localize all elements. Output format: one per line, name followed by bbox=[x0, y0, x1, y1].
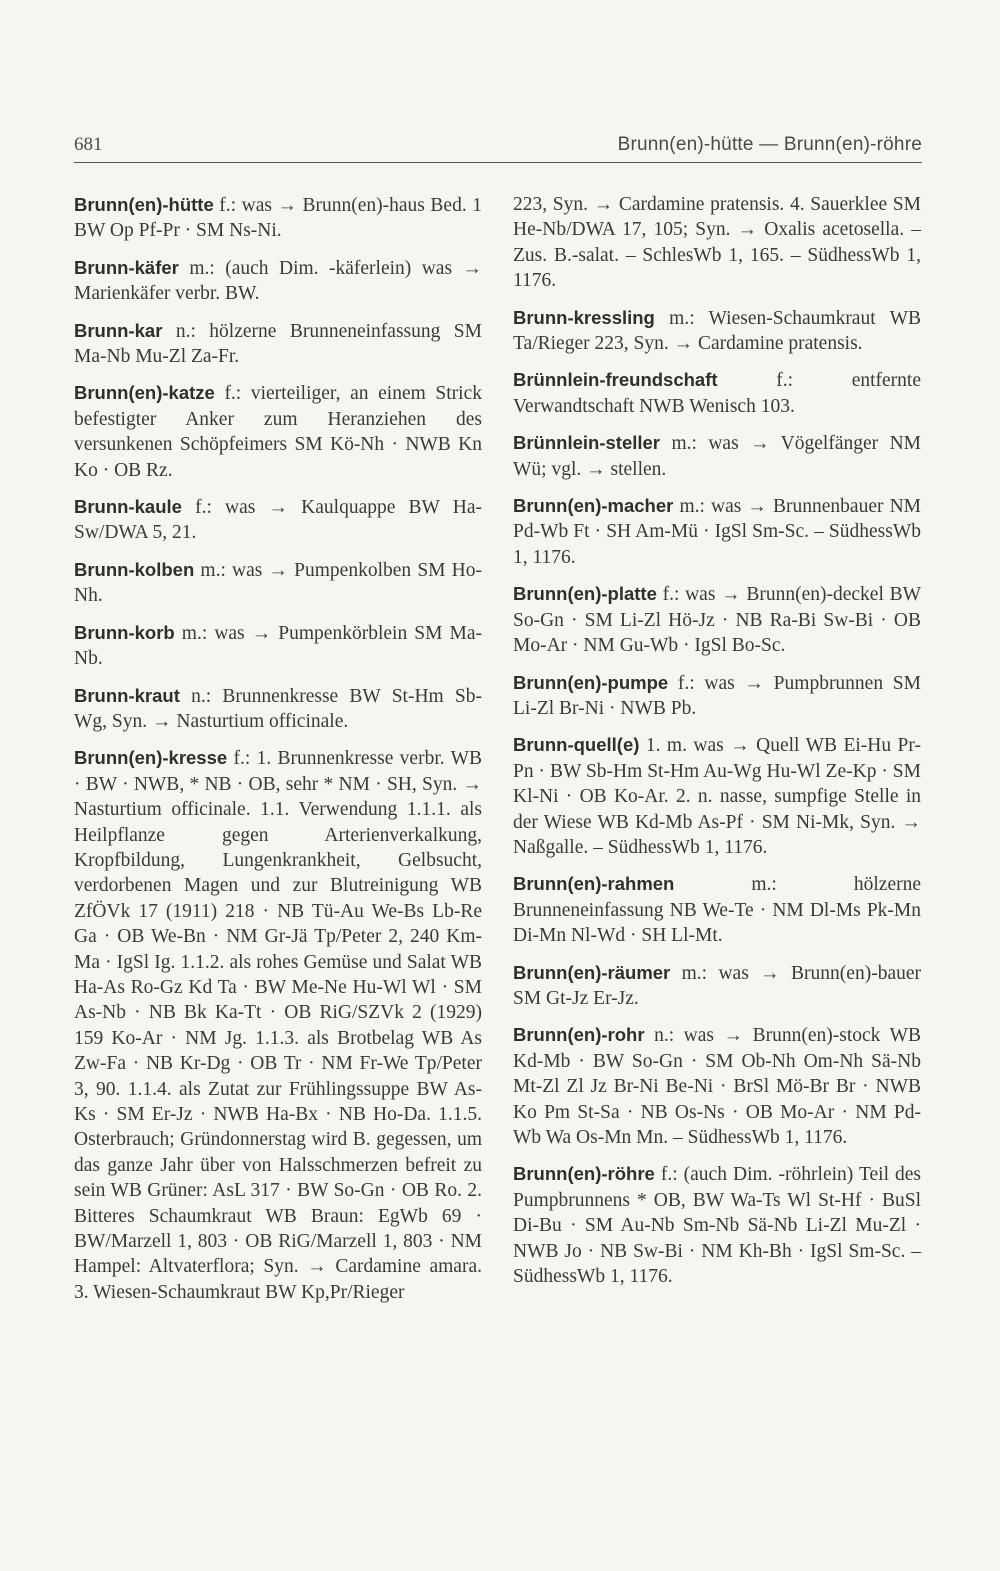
entry-body: f.: was → Kaulquappe BW Ha-Sw/DWA 5, 21. bbox=[74, 497, 482, 544]
dictionary-entry bbox=[513, 871, 921, 948]
entry-headword: Brunn-kaule bbox=[74, 496, 182, 518]
dictionary-entry bbox=[513, 430, 921, 482]
running-title: Brunn(en)-hütte — Brunn(en)-röhre bbox=[617, 134, 922, 155]
entry-headword: Brunn(en)-röhre bbox=[513, 1163, 655, 1185]
entry-body: n.: was → Brunn(en)-stock WB Kd-Mb · BW So-Gn · SM Ob-Nh Om-Nh Sä-Nb Mt-Zl Zl Jz Br-Ni Be-Ni · BrSl Mö-Br Br · NWB Ko Pm St-Sa · NB Os-Ns · OB Mo-Ar · NM Pd-Wb Wa Os-Mn Mn. – SüdhessWb 1, 1176. bbox=[513, 1025, 921, 1148]
dictionary-entry bbox=[513, 305, 921, 357]
entry-body: f.: (auch Dim. -röhrlein) Teil des Pumpbrunnens * OB, BW Wa-Ts Wl St-Hf · BuSl Di-Bu · SM Au-Nb Sm-Nb Sä-Nb Li-Zl Mu-Zl · NWB Jo · NB Sw-Bi · NM Kh-Bh · IgSl Sm-Sc. – SüdhessWb 1, 1176. bbox=[513, 1164, 921, 1288]
entry-headword: Brünnlein-freundschaft bbox=[513, 369, 718, 391]
entry-body: m.: was → Vögelfänger NM Wü; vgl. → stellen. bbox=[513, 433, 921, 480]
entry-body: m.: was → Brunn(en)-bauer SM Gt-Jz Er-Jz. bbox=[513, 962, 921, 1009]
dictionary-entry bbox=[513, 1161, 921, 1289]
dictionary-entry bbox=[74, 620, 482, 672]
entry-headword: Brunn-quell(e) bbox=[513, 734, 640, 756]
entry-headword: Brunn(en)-rohr bbox=[513, 1024, 645, 1046]
entry-body: n.: hölzerne Brunneneinfassung SM Ma-Nb Mu-Zl Za-Fr. bbox=[74, 320, 482, 368]
dictionary-entry bbox=[513, 367, 921, 419]
dictionary-entry bbox=[74, 318, 482, 370]
page-number: 681 bbox=[74, 134, 103, 155]
entry-body: m.: hölzerne Brunneneinfassung NB We-Te · NM Dl-Ms Pk-Mn Di-Mn Nl-Wd · SH Ll-Mt. bbox=[513, 874, 921, 947]
dictionary-entry bbox=[513, 1022, 921, 1150]
entry-body: f.: entfernte Verwandtschaft NWB Wenisch 103. bbox=[513, 370, 921, 417]
right-column bbox=[513, 192, 921, 1300]
dictionary-entry bbox=[513, 192, 921, 294]
entry-headword: Brunn(en)-rahmen bbox=[513, 873, 675, 895]
entry-headword: Brunn(en)-platte bbox=[513, 583, 657, 605]
entry-body: f.: 1. Brunnenkresse verbr. WB · BW · NWB, * NB · OB, sehr * NM · SH, Syn. → Nasturtium officinale. 1.1. Verwendung 1.1.1. als Heilpflanze gegen Arterienverkalkung, Kropfbildung, Lungenkrankheit, Gelbsucht, verdorbenen Magen und zur Blutreinigung WB ZfÖVk 17 (1911) 218 · NB Tü-Au We-Bs Lb-Re Ga · OB We-Bn · NM Gr-Jä Tp/Peter 2, 240 Km-Ma · IgSl Ig. 1.1.2. als rohes Gemüse und Salat WB Ha-As Ro-Gz Kd Ta · BW Me-Ne Hu-Wl Wl · SM As-Nb · NB Bk Ka-Tt · OB RiG/SZVk 2 (1929) 159 Ko-Ar · NM Jg. 1.1.3. als Brotbelag WB As Zw-Fa · NB Kr-Dg · OB Tr · NM Fr-We Tp/Peter 3, 90. 1.1.4. als Zutat zur Frühlingssuppe BW As-Ks · SM Er-Jz · NWB Ha-Bx · NB Ho-Da. 1.1.5. Osterbrauch; Gründonnerstag wird B. gegessen, um das ganze Jahr über von Halsschmerzen befreit zu sein WB Grüner: AsL 317 · BW So-Gn · OB Ro. 2. Bitteres Schaumkraut WB Braun: EgWb 69 · BW/Marzell 1, 803 · OB RiG/Marzell 1, 803 · NM Hampel: Altvaterflora; Syn. → Cardamine amara. 3. Wiesen-Schaumkraut BW Kp,Pr/Rieger bbox=[74, 748, 482, 1303]
header-rule bbox=[74, 162, 922, 163]
entry-headword: Brünnlein-steller bbox=[513, 432, 660, 454]
left-column bbox=[74, 192, 482, 1316]
entry-body: m.: was → Pumpenkörblein SM Ma-Nb. bbox=[74, 622, 482, 670]
entry-headword: Brunn-kar bbox=[74, 319, 163, 341]
dictionary-entry bbox=[74, 557, 482, 609]
entry-body: f.: was → Brunn(en)-haus Bed. 1 BW Op Pf-Pr · SM Ns-Ni. bbox=[74, 195, 482, 242]
entry-body: 223, Syn. → Cardamine pratensis. 4. Sauerklee SM He-Nb/DWA 17, 105; Syn. → Oxalis acetosella. – Zus. B.-salat. – SchlesWb 1, 165. – SüdhessWb 1, 1176. bbox=[513, 194, 921, 292]
entry-body: m.: was → Brunnenbauer NM Pd-Wb Ft · SH Am-Mü · IgSl Sm-Sc. – SüdhessWb 1, 1176. bbox=[513, 496, 921, 568]
entry-headword: Brunn(en)-katze bbox=[74, 382, 215, 404]
entry-body: m.: (auch Dim. -käferlein) was → Marienkäfer verbr. BW. bbox=[74, 257, 482, 305]
entry-headword: Brunn(en)-pumpe bbox=[513, 671, 669, 693]
entry-headword: Brunn(en)-hütte bbox=[74, 194, 214, 215]
entry-headword: Brunn-käfer bbox=[74, 256, 179, 278]
dictionary-entry bbox=[74, 745, 482, 1305]
page-header bbox=[74, 134, 922, 156]
entry-headword: Brunn(en)-kresse bbox=[74, 747, 228, 769]
entry-headword: Brunn-kressling bbox=[513, 306, 655, 328]
entry-headword: Brunn(en)-macher bbox=[513, 495, 674, 517]
dictionary-entry bbox=[74, 380, 482, 483]
dictionary-entry bbox=[513, 732, 921, 860]
entry-body: m.: was → Pumpenkolben SM Ho-Nh. bbox=[74, 559, 482, 607]
entry-headword: Brunn-korb bbox=[74, 621, 175, 643]
dictionary-entry bbox=[513, 581, 921, 658]
dictionary-entry bbox=[513, 493, 921, 570]
entry-body: f.: was → Brunn(en)-deckel BW So-Gn · SM Li-Zl Hö-Jz · NB Ra-Bi Sw-Bi · OB Mo-Ar · NM Gu-Wb · IgSl Bo-Sc. bbox=[513, 584, 921, 657]
entry-headword: Brunn(en)-räumer bbox=[513, 961, 671, 983]
entry-headword: Brunn-kraut bbox=[74, 684, 180, 706]
dictionary-entry bbox=[74, 255, 482, 307]
entry-body: m.: Wiesen-Schaumkraut WB Ta/Rieger 223, Syn. → Cardamine pratensis. bbox=[513, 307, 921, 355]
dictionary-entry bbox=[74, 683, 482, 735]
dictionary-entry bbox=[513, 960, 921, 1012]
entry-headword: Brunn-kolben bbox=[74, 558, 195, 580]
entry-body: 1. m. was → Quell WB Ei-Hu Pr-Pn · BW Sb-Hm St-Hm Au-Wg Hu-Wl Ze-Kp · SM Kl-Ni · OB Ko-Ar. 2. n. nasse, sumpfige Stelle in der Wiese WB Kd-Mb As-Pf · SM Ni-Mk, Syn. → Naßgalle. – SüdhessWb 1, 1176. bbox=[513, 735, 921, 858]
entry-body: n.: Brunnenkresse BW St-Hm Sb-Wg, Syn. → Nasturtium officinale. bbox=[74, 685, 482, 732]
dictionary-entry bbox=[74, 192, 482, 244]
entry-body: f.: was → Pumpbrunnen SM Li-Zl Br-Ni · NWB Pb. bbox=[513, 672, 921, 719]
dictionary-entry bbox=[74, 494, 482, 546]
dictionary-entry bbox=[513, 670, 921, 722]
entry-body: f.: vierteiliger, an einem Strick befestigter Anker zum Heranziehen des versunkenen Schöpfeimers SM Kö-Nh · NWB Kn Ko · OB Rz. bbox=[74, 383, 482, 481]
